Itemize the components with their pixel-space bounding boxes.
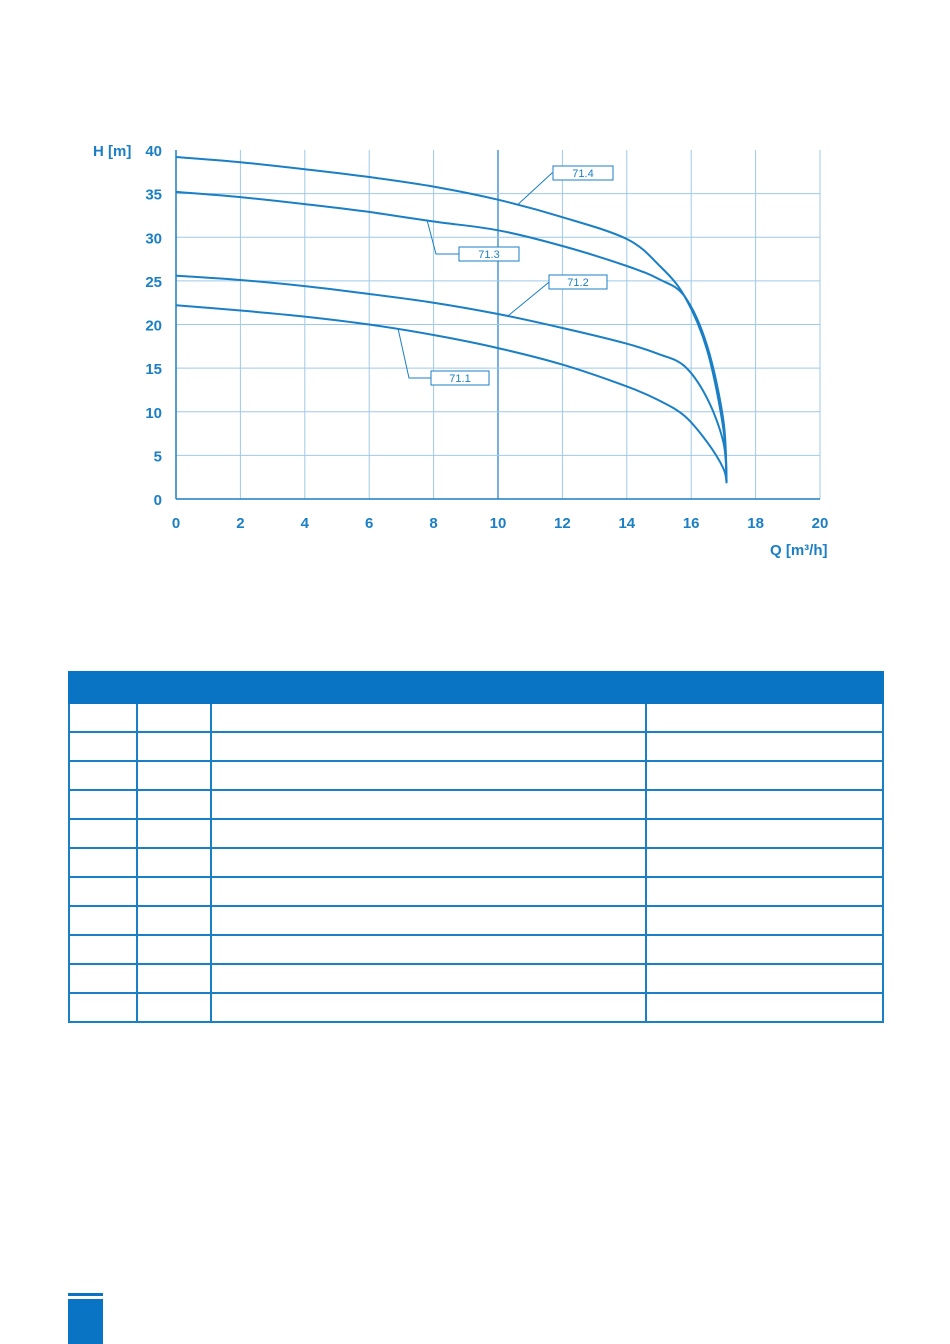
- table-cell: [211, 877, 646, 906]
- y-tick-label: 15: [145, 361, 162, 379]
- series-line-71-1: [176, 305, 727, 483]
- y-tick-label: 35: [145, 186, 162, 204]
- table-cell: [69, 906, 137, 935]
- table-cell: [69, 790, 137, 819]
- table-cell: [211, 935, 646, 964]
- table-cell: [69, 819, 137, 848]
- table-cell: [137, 703, 212, 732]
- table-cell: [646, 935, 883, 964]
- table-cell: [137, 964, 212, 993]
- page-corner-marker: [68, 1293, 103, 1344]
- x-tick-label: 16: [682, 515, 700, 532]
- y-tick-label: 5: [153, 448, 162, 466]
- series-lines: [176, 157, 727, 483]
- y-tick-label: 10: [145, 404, 162, 422]
- table-cell: [69, 993, 137, 1022]
- chart-svg: [0, 0, 950, 600]
- table-cell: [646, 761, 883, 790]
- series-label: 71.3: [478, 249, 500, 261]
- table-cell: [211, 906, 646, 935]
- x-tick-label: 2: [236, 515, 245, 532]
- series-label: 71.2: [567, 277, 589, 289]
- table-cell: [137, 790, 212, 819]
- table-cell: [646, 790, 883, 819]
- x-tick-label: 6: [365, 515, 374, 532]
- table-cell: [646, 732, 883, 761]
- table-cell: [646, 964, 883, 993]
- table-cell: [69, 877, 137, 906]
- table-cell: [137, 732, 212, 761]
- table-cell: [69, 761, 137, 790]
- y-axis-title: H [m]: [93, 143, 132, 160]
- table-cell: [137, 819, 212, 848]
- pump-curve-chart: [0, 0, 950, 600]
- series-labels: [398, 166, 613, 385]
- y-tick-label: 20: [145, 317, 162, 335]
- table-cell: [211, 993, 646, 1022]
- series-line-71-4: [176, 157, 727, 482]
- table-cell: [211, 964, 646, 993]
- table-cell: [69, 964, 137, 993]
- series-label: 71.4: [572, 168, 594, 180]
- y-tick-label: 30: [145, 230, 162, 248]
- table-header-row: [69, 672, 883, 703]
- x-tick-label: 20: [811, 515, 829, 532]
- x-tick-label: 4: [300, 515, 309, 532]
- y-tick-label: 0: [153, 492, 162, 509]
- table-cell: [646, 877, 883, 906]
- corner-marker-line: [68, 1293, 103, 1296]
- table-cell: [211, 819, 646, 848]
- table-cell: [646, 848, 883, 877]
- x-tick-label: 0: [171, 515, 181, 532]
- series-callout-leader: [517, 173, 553, 205]
- series-label: 71.1: [449, 373, 471, 385]
- table-row: [69, 790, 883, 819]
- table-cell: [646, 906, 883, 935]
- x-tick-label: 8: [429, 515, 438, 532]
- series-line-71-3: [176, 192, 727, 482]
- table-cell: [137, 993, 212, 1022]
- table-cell: [137, 906, 212, 935]
- table-cell: [69, 935, 137, 964]
- table-cell: [137, 761, 212, 790]
- y-tick-label: 40: [145, 143, 162, 160]
- table-cell: [137, 848, 212, 877]
- table-cell: [646, 703, 883, 732]
- series-callout-leader: [398, 329, 431, 378]
- x-axis-title: Q [m³/h]: [770, 542, 828, 559]
- table-row: [69, 935, 883, 964]
- table-cell: [646, 819, 883, 848]
- table-cell: [646, 993, 883, 1022]
- table-row: [69, 993, 883, 1022]
- table-row: [69, 732, 883, 761]
- table-row: [69, 761, 883, 790]
- table-cell: [211, 848, 646, 877]
- table-cell: [69, 703, 137, 732]
- table-cell: [137, 877, 212, 906]
- y-tick-label: 25: [145, 273, 162, 291]
- x-tick-label: 18: [747, 515, 764, 532]
- table-cell: [211, 761, 646, 790]
- table-cell: [211, 703, 646, 732]
- table-body: [69, 703, 883, 1022]
- series-callout-leader: [508, 282, 549, 316]
- corner-marker-block: [68, 1299, 103, 1344]
- table-row: [69, 964, 883, 993]
- table-cell: [69, 848, 137, 877]
- table-row: [69, 877, 883, 906]
- table-row: [69, 906, 883, 935]
- specification-table: [68, 671, 884, 1023]
- table-cell: [137, 935, 212, 964]
- x-tick-label: 10: [489, 515, 507, 532]
- table-row: [69, 819, 883, 848]
- table-header-cell: [69, 672, 883, 703]
- table-cell: [211, 790, 646, 819]
- table-row: [69, 703, 883, 732]
- x-tick-label: 14: [618, 515, 636, 532]
- x-tick-label: 12: [554, 515, 571, 532]
- table-cell: [69, 732, 137, 761]
- table-cell: [211, 732, 646, 761]
- table-row: [69, 848, 883, 877]
